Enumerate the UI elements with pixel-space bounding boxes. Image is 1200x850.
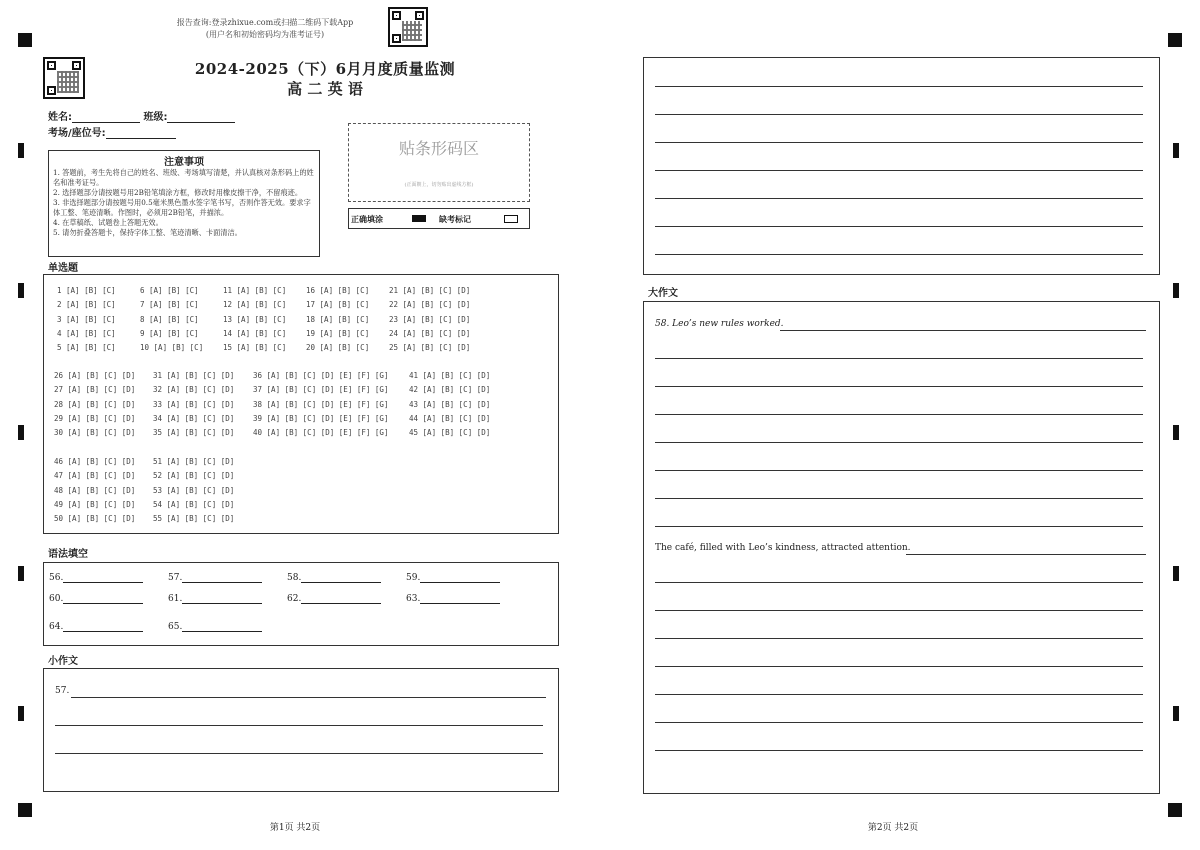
mc-item[interactable]: 2 [A] [B] [C] bbox=[57, 300, 116, 310]
writing-line bbox=[655, 470, 1143, 471]
grammar-blank[interactable]: 57. bbox=[168, 573, 262, 583]
writing-line bbox=[655, 254, 1143, 255]
student-info bbox=[48, 108, 235, 123]
short-writing-title: 小作文 bbox=[48, 656, 78, 667]
mc-item[interactable]: 12 [A] [B] [C] bbox=[223, 300, 287, 310]
corner-mark bbox=[1168, 33, 1182, 47]
notice-box bbox=[48, 150, 320, 257]
mc-item[interactable]: 49 [A] [B] [C] [D] bbox=[54, 499, 136, 509]
seat-label: 考场/座位号: bbox=[48, 128, 106, 139]
student-qr-code bbox=[43, 57, 85, 99]
writing-line bbox=[906, 554, 1146, 555]
mc-item[interactable]: 47 [A] [B] [C] [D] bbox=[54, 471, 136, 481]
writing-line bbox=[655, 694, 1143, 695]
mc-item[interactable]: 19 [A] [B] [C] bbox=[306, 328, 370, 338]
grammar-blank[interactable]: 58. bbox=[287, 573, 381, 583]
single-choice-section bbox=[43, 274, 559, 534]
page-number: 第2页 共2页 bbox=[867, 823, 919, 833]
seat-info bbox=[48, 124, 176, 139]
app-qr-code bbox=[388, 7, 428, 47]
mc-item[interactable]: 52 [A] [B] [C] [D] bbox=[153, 471, 235, 481]
mc-item[interactable]: 23 [A] [B] [C] [D] bbox=[389, 314, 471, 324]
notice-item: 2. 选择题部分请按题号用2B铅笔填涂方框，修改时用橡皮擦干净，不留痕迹。 bbox=[53, 188, 303, 197]
single-choice-title: 单选题 bbox=[48, 263, 78, 274]
corner-mark bbox=[1168, 803, 1182, 817]
grammar-blank[interactable]: 59. bbox=[406, 573, 500, 583]
mc-item[interactable]: 17 [A] [B] [C] bbox=[306, 300, 370, 310]
mc-item[interactable]: 5 [A] [B] [C] bbox=[57, 343, 116, 353]
barcode-area bbox=[348, 123, 530, 202]
grammar-blank[interactable]: 64. bbox=[49, 622, 143, 632]
timing-mark bbox=[18, 425, 24, 440]
essay-prompt-1: 58. Leo’s new rules worked. bbox=[655, 319, 784, 329]
grammar-blank[interactable]: 56. bbox=[49, 573, 143, 583]
mc-item[interactable]: 29 [A] [B] [C] [D] bbox=[54, 413, 136, 423]
writing-line bbox=[655, 722, 1143, 723]
mc-item[interactable]: 36 [A] [B] [C] [D] [E] [F] [G] bbox=[253, 371, 389, 380]
report-query-line2: (用户名和初始密码均为准考证号) bbox=[205, 30, 325, 39]
writing-line bbox=[655, 86, 1143, 87]
mc-item[interactable]: 37 [A] [B] [C] [D] [E] [F] [G] bbox=[253, 385, 389, 395]
writing-line bbox=[655, 170, 1143, 171]
mc-item[interactable]: 33 [A] [B] [C] [D] bbox=[153, 399, 235, 409]
fill-legend bbox=[348, 208, 530, 229]
mc-item[interactable]: 15 [A] [B] [C] bbox=[223, 343, 287, 353]
timing-mark bbox=[1173, 566, 1179, 581]
correct-fill-sample bbox=[412, 215, 426, 222]
timing-mark bbox=[18, 143, 24, 158]
page-number: 第1页 共2页 bbox=[269, 823, 321, 833]
name-label: 姓名: bbox=[48, 112, 72, 123]
writing-line bbox=[780, 330, 1146, 331]
grammar-title: 语法填空 bbox=[48, 549, 88, 560]
notice-item: 5. 请勿折叠答题卡，保持字体工整、笔迹清晰、卡面清洁。 bbox=[53, 228, 242, 237]
mc-item[interactable]: 3 [A] [B] [C] bbox=[57, 314, 116, 324]
class-label: 班级: bbox=[143, 112, 168, 123]
timing-mark bbox=[1173, 143, 1179, 158]
essay-prompt-2: The café, filled with Leo’s kindness, attracted attention. bbox=[655, 543, 911, 553]
corner-mark bbox=[18, 33, 32, 47]
mc-item[interactable]: 16 [A] [B] [C] bbox=[306, 286, 370, 295]
mc-item[interactable]: 13 [A] [B] [C] bbox=[223, 314, 287, 324]
essay-section[interactable] bbox=[643, 301, 1160, 794]
report-query-note bbox=[170, 17, 360, 41]
grammar-blank[interactable]: 63. bbox=[406, 594, 500, 604]
short-writing-number: 57. bbox=[55, 686, 70, 696]
mc-item[interactable]: 46 [A] [B] [C] [D] bbox=[54, 457, 136, 466]
mc-item[interactable]: 35 [A] [B] [C] [D] bbox=[153, 428, 235, 438]
writing-line bbox=[655, 526, 1143, 527]
mc-item[interactable]: 43 [A] [B] [C] [D] bbox=[409, 399, 491, 409]
mc-item[interactable]: 28 [A] [B] [C] [D] bbox=[54, 399, 136, 409]
corner-mark bbox=[18, 803, 32, 817]
writing-line bbox=[55, 725, 543, 726]
writing-line bbox=[55, 753, 543, 754]
mc-item[interactable]: 20 [A] [B] [C] bbox=[306, 343, 370, 353]
mc-item[interactable]: 54 [A] [B] [C] [D] bbox=[153, 499, 235, 509]
grammar-blank[interactable]: 61. bbox=[168, 594, 262, 604]
exam-subject: 高 二 英 语 bbox=[287, 80, 363, 98]
writing-line bbox=[655, 582, 1143, 583]
mc-item[interactable]: 22 [A] [B] [C] [D] bbox=[389, 300, 471, 310]
notice-title: 注意事项 bbox=[164, 157, 204, 168]
mc-item[interactable]: 34 [A] [B] [C] [D] bbox=[153, 413, 235, 423]
mc-item[interactable]: 1 [A] [B] [C] bbox=[57, 286, 116, 295]
mc-item[interactable]: 14 [A] [B] [C] bbox=[223, 328, 287, 338]
writing-line bbox=[655, 358, 1143, 359]
writing-line bbox=[655, 414, 1143, 415]
barcode-hint: (正面朝上，切勿贴出虚线方框) bbox=[404, 182, 474, 188]
mc-item[interactable]: 7 [A] [B] [C] bbox=[140, 300, 199, 310]
mc-item[interactable]: 31 [A] [B] [C] [D] bbox=[153, 371, 235, 380]
mc-item[interactable]: 30 [A] [B] [C] [D] bbox=[54, 428, 136, 438]
writing-line bbox=[71, 697, 546, 698]
writing-line bbox=[655, 498, 1143, 499]
mc-item[interactable]: 40 [A] [B] [C] [D] [E] [F] [G] bbox=[253, 428, 389, 438]
mc-item[interactable]: 18 [A] [B] [C] bbox=[306, 314, 370, 324]
mc-item[interactable]: 38 [A] [B] [C] [D] [E] [F] [G] bbox=[253, 399, 389, 409]
grammar-blank[interactable]: 62. bbox=[287, 594, 381, 604]
mc-item[interactable]: 45 [A] [B] [C] [D] bbox=[409, 428, 491, 438]
short-writing-section[interactable] bbox=[43, 668, 559, 792]
mc-item[interactable]: 26 [A] [B] [C] [D] bbox=[54, 371, 136, 380]
mc-item[interactable]: 9 [A] [B] [C] bbox=[140, 328, 199, 338]
timing-mark bbox=[18, 706, 24, 721]
grammar-blank[interactable]: 60. bbox=[49, 594, 143, 604]
mc-item[interactable]: 32 [A] [B] [C] [D] bbox=[153, 385, 235, 395]
seat-field[interactable] bbox=[106, 127, 176, 139]
mc-item[interactable]: 8 [A] [B] [C] bbox=[140, 314, 199, 324]
timing-mark bbox=[1173, 706, 1179, 721]
essay-title: 大作文 bbox=[648, 288, 678, 299]
mc-item[interactable]: 39 [A] [B] [C] [D] [E] [F] [G] bbox=[253, 413, 389, 423]
mc-item[interactable]: 4 [A] [B] [C] bbox=[57, 328, 116, 338]
mc-item[interactable]: 42 [A] [B] [C] [D] bbox=[409, 385, 491, 395]
exam-title: 2024-2025（下）6月月度质量监测 bbox=[194, 60, 456, 78]
timing-mark bbox=[18, 283, 24, 298]
report-query-line1: 报告查询:登录zhixue.com或扫描二维码下载App bbox=[176, 18, 354, 27]
timing-mark bbox=[18, 566, 24, 581]
correct-fill-label: 正确填涂 bbox=[351, 215, 383, 224]
mc-group-2 bbox=[54, 369, 490, 440]
mc-item[interactable]: 50 [A] [B] [C] [D] bbox=[54, 514, 136, 524]
short-writing-continued[interactable] bbox=[643, 57, 1160, 275]
notice-item: 4. 在草稿纸、试题卷上答题无效。 bbox=[53, 218, 163, 227]
mc-item[interactable]: 41 [A] [B] [C] [D] bbox=[409, 371, 491, 380]
mc-item[interactable]: 11 [A] [B] [C] bbox=[223, 286, 287, 295]
timing-mark bbox=[1173, 283, 1179, 298]
grammar-section bbox=[43, 562, 559, 646]
mc-item[interactable]: 25 [A] [B] [C] [D] bbox=[389, 343, 471, 353]
writing-line bbox=[655, 750, 1143, 751]
mc-item[interactable]: 10 [A] [B] [C] bbox=[140, 343, 204, 353]
absent-mark-checkbox[interactable] bbox=[504, 215, 518, 223]
mc-item[interactable]: 24 [A] [B] [C] [D] bbox=[389, 328, 471, 338]
notice-item: 3. 非选择题部分请按题号用0.5毫米黑色墨水签字笔书写，否则作答无效。要求字体工整、笔迹清晰。作图时，必须用2B铅笔，并描浓。 bbox=[53, 198, 311, 217]
writing-line bbox=[655, 666, 1143, 667]
mc-item[interactable]: 51 [A] [B] [C] [D] bbox=[153, 457, 235, 466]
writing-line bbox=[655, 226, 1143, 227]
name-field[interactable] bbox=[72, 111, 140, 123]
grammar-blank[interactable]: 65. bbox=[168, 622, 262, 632]
mc-item[interactable]: 44 [A] [B] [C] [D] bbox=[409, 413, 491, 423]
mc-group-3 bbox=[54, 455, 234, 526]
mc-item[interactable]: 21 [A] [B] [C] [D] bbox=[389, 286, 471, 295]
timing-mark bbox=[1173, 425, 1179, 440]
class-field[interactable] bbox=[167, 111, 235, 123]
writing-line bbox=[655, 610, 1143, 611]
notice-item: 1. 答题前，考生先将自己的姓名、班级、考场填写清楚，并认真核对条形码上的姓名和准考证号。 bbox=[53, 168, 314, 187]
writing-line bbox=[655, 114, 1143, 115]
writing-line bbox=[655, 386, 1143, 387]
writing-line bbox=[655, 442, 1143, 443]
writing-line bbox=[655, 638, 1143, 639]
mc-item[interactable]: 48 [A] [B] [C] [D] bbox=[54, 485, 136, 495]
mc-group-1 bbox=[57, 284, 470, 355]
writing-line bbox=[655, 198, 1143, 199]
writing-line bbox=[655, 142, 1143, 143]
mc-item[interactable]: 53 [A] [B] [C] [D] bbox=[153, 485, 235, 495]
mc-item[interactable]: 6 [A] [B] [C] bbox=[140, 286, 199, 295]
mc-item[interactable]: 55 [A] [B] [C] [D] bbox=[153, 514, 235, 524]
barcode-label: 贴条形码区 bbox=[398, 139, 479, 158]
absent-mark-label: 缺考标记 bbox=[439, 215, 471, 224]
mc-item[interactable]: 27 [A] [B] [C] [D] bbox=[54, 385, 136, 395]
